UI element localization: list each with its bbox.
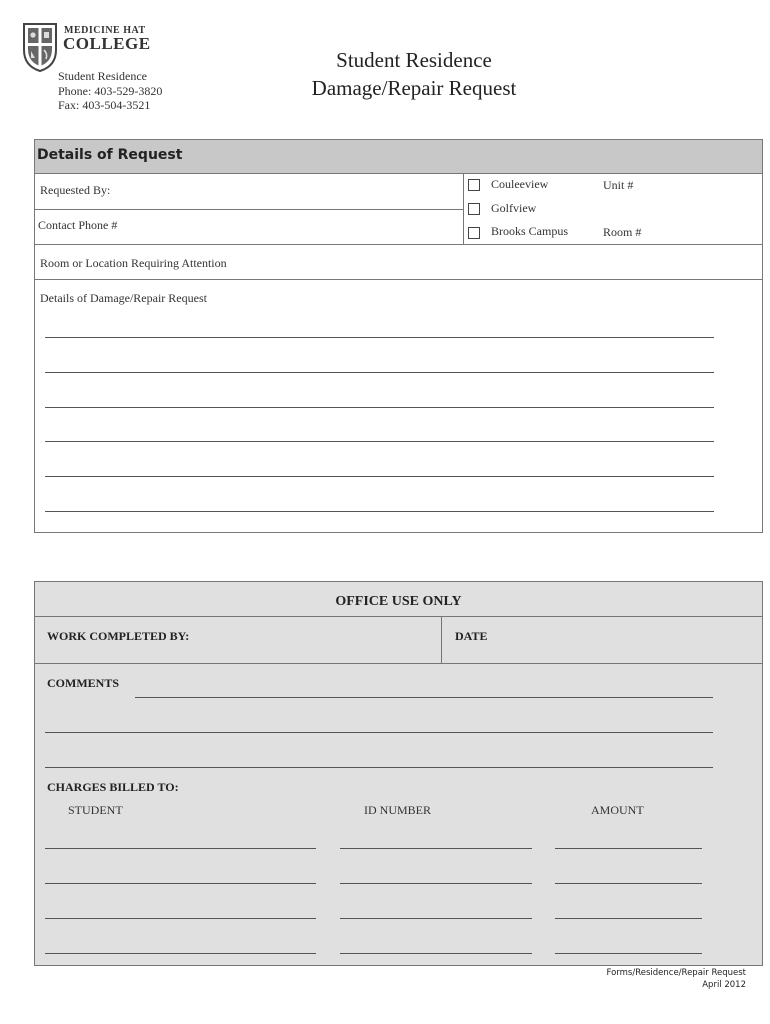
id-number-line[interactable] (340, 883, 532, 884)
footer-date: April 2012 (702, 980, 746, 990)
id-number-line[interactable] (340, 953, 532, 954)
brooks-campus-label: Brooks Campus (491, 224, 569, 238)
details-column-divider (463, 174, 464, 244)
damage-details-label: Details of Damage/Repair Request (40, 291, 207, 305)
charges-billed-label: CHARGES BILLED TO: (47, 780, 179, 794)
room-field[interactable]: Room # (603, 225, 642, 239)
contact-phone: Phone: 403-529-3820 (58, 84, 163, 98)
college-name: COLLEGE (63, 34, 151, 53)
comments-line[interactable] (45, 767, 713, 768)
footer-form-path: Forms/Residence/Repair Request (606, 968, 746, 978)
id-number-line[interactable] (340, 918, 532, 919)
student-line[interactable] (45, 918, 316, 919)
id-number-column-header: ID NUMBER (364, 803, 432, 817)
couleeview-label: Couleeview (491, 177, 549, 191)
page-title-line1: Student Residence (336, 48, 492, 72)
college-name-top: MEDICINE HAT (64, 25, 146, 36)
date-field[interactable]: DATE (455, 629, 488, 643)
divider (35, 279, 762, 280)
golfview-checkbox[interactable] (468, 203, 480, 215)
comments-line[interactable] (135, 697, 713, 698)
divider (441, 616, 442, 663)
brooks-campus-checkbox[interactable] (468, 227, 480, 239)
student-column-header: STUDENT (68, 803, 123, 817)
college-crest-icon (22, 22, 58, 72)
couleeview-checkbox[interactable] (468, 179, 480, 191)
amount-line[interactable] (555, 883, 702, 884)
amount-line[interactable] (555, 953, 702, 954)
amount-line[interactable] (555, 848, 702, 849)
comments-label: COMMENTS (47, 676, 119, 690)
contact-office: Student Residence (58, 69, 147, 83)
room-location-field[interactable]: Room or Location Requiring Attention (40, 256, 227, 270)
amount-line[interactable] (555, 918, 702, 919)
damage-details-line[interactable] (45, 476, 714, 477)
student-line[interactable] (45, 848, 316, 849)
damage-details-line[interactable] (45, 372, 714, 373)
unit-field[interactable]: Unit # (603, 178, 634, 192)
damage-details-line[interactable] (45, 407, 714, 408)
office-use-heading: OFFICE USE ONLY (335, 594, 462, 609)
divider (35, 616, 762, 617)
divider (35, 244, 762, 245)
contact-fax: Fax: 403-504-3521 (58, 98, 151, 112)
contact-phone-field[interactable]: Contact Phone # (38, 218, 118, 232)
damage-details-line[interactable] (45, 337, 714, 338)
amount-column-header: AMOUNT (591, 803, 644, 817)
damage-details-line[interactable] (45, 511, 714, 512)
details-section (34, 139, 763, 533)
requested-by-field[interactable]: Requested By: (40, 183, 111, 197)
comments-line[interactable] (45, 732, 713, 733)
work-completed-field[interactable]: WORK COMPLETED BY: (47, 629, 190, 643)
details-heading: Details of Request (37, 147, 183, 163)
student-line[interactable] (45, 953, 316, 954)
divider (35, 663, 762, 664)
golfview-label: Golfview (491, 201, 537, 215)
student-line[interactable] (45, 883, 316, 884)
id-number-line[interactable] (340, 848, 532, 849)
page-title-line2: Damage/Repair Request (311, 76, 517, 100)
damage-details-line[interactable] (45, 441, 714, 442)
divider (35, 209, 463, 210)
